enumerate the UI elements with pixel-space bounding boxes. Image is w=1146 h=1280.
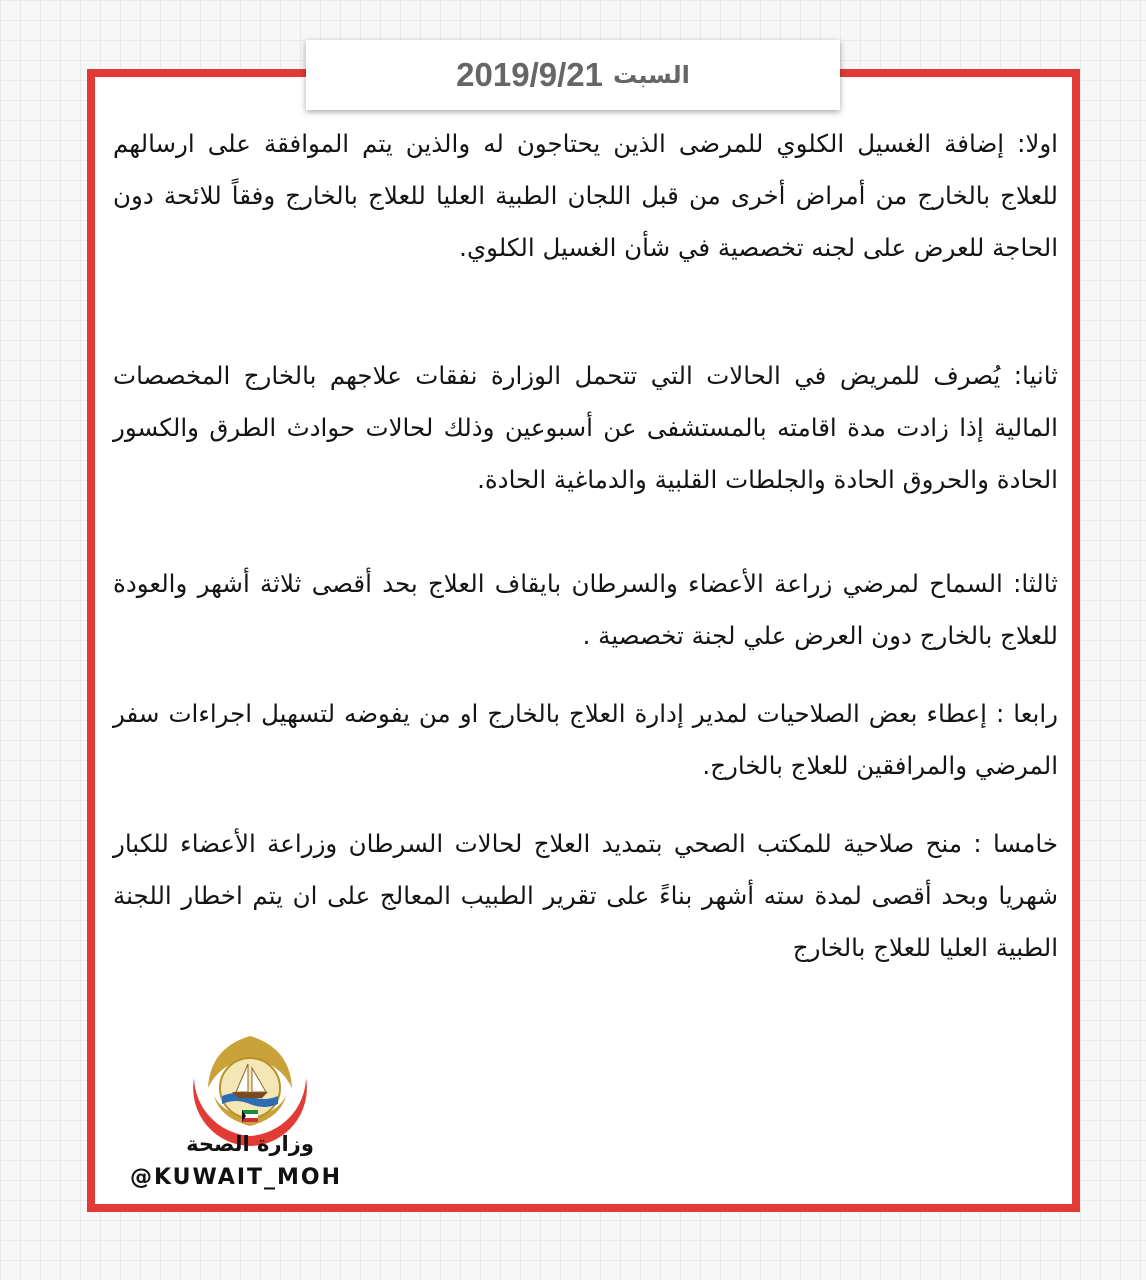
date-value: 2019/9/21 — [456, 56, 603, 93]
paragraph-fifth: خامسا : منح صلاحية للمكتب الصحي بتمديد العلاج لحالات السرطان وزراعة الأعضاء للكبار شهريا وبحد أقصى لمدة سته أشهر بناءً على تقرير الطبيب المعالج على ان يتم اخطار اللجنة الطبية العليا للعلاج بالخارج — [113, 829, 1058, 962]
paragraph-first: اولا: إضافة الغسيل الكلوي للمرضى الذين يحتاجون له والذين يتم الموافقة على ارسالهم للعلاج بالخارج من أمراض أخرى من قبل اللجان الطبية العليا للعلاج بالخارج وفقاً للائحة دون الحاجة للعرض على لجنه تخصصية في شأن الغسيل الكلوي. — [113, 129, 1058, 262]
date-header — [306, 40, 840, 110]
paragraph-fourth: رابعا : إعطاء بعض الصلاحيات لمدير إدارة العلاج بالخارج او من يفوضه لتسهيل اجراءات سفر المرضي والمرافقين للعلاج بالخارج. — [113, 699, 1058, 780]
social-handle: @KUWAIT_MOH — [130, 1165, 343, 1190]
ministry-name: وزارة الصحة — [186, 1132, 314, 1156]
day-label: السبت — [612, 61, 690, 89]
paragraph-second: ثانيا: يُصرف للمريض في الحالات التي تتحمل الوزارة نفقات علاجهم بالخارج المخصصات المالية إذا زادت مدة اقامته بالمستشفى عن أسبوعين وذلك لحالات حوادث الطرق والكسور الحادة والحروق الحادة والجلطات القلبية والدماغية الحادة. — [113, 361, 1058, 494]
paragraph-third: ثالثا: السماح لمرضي زراعة الأعضاء والسرطان بايقاف العلاج بحد أقصى ثلاثة أشهر والعودة للعلاج بالخارج دون العرض علي لجنة تخصصية . — [113, 569, 1058, 650]
